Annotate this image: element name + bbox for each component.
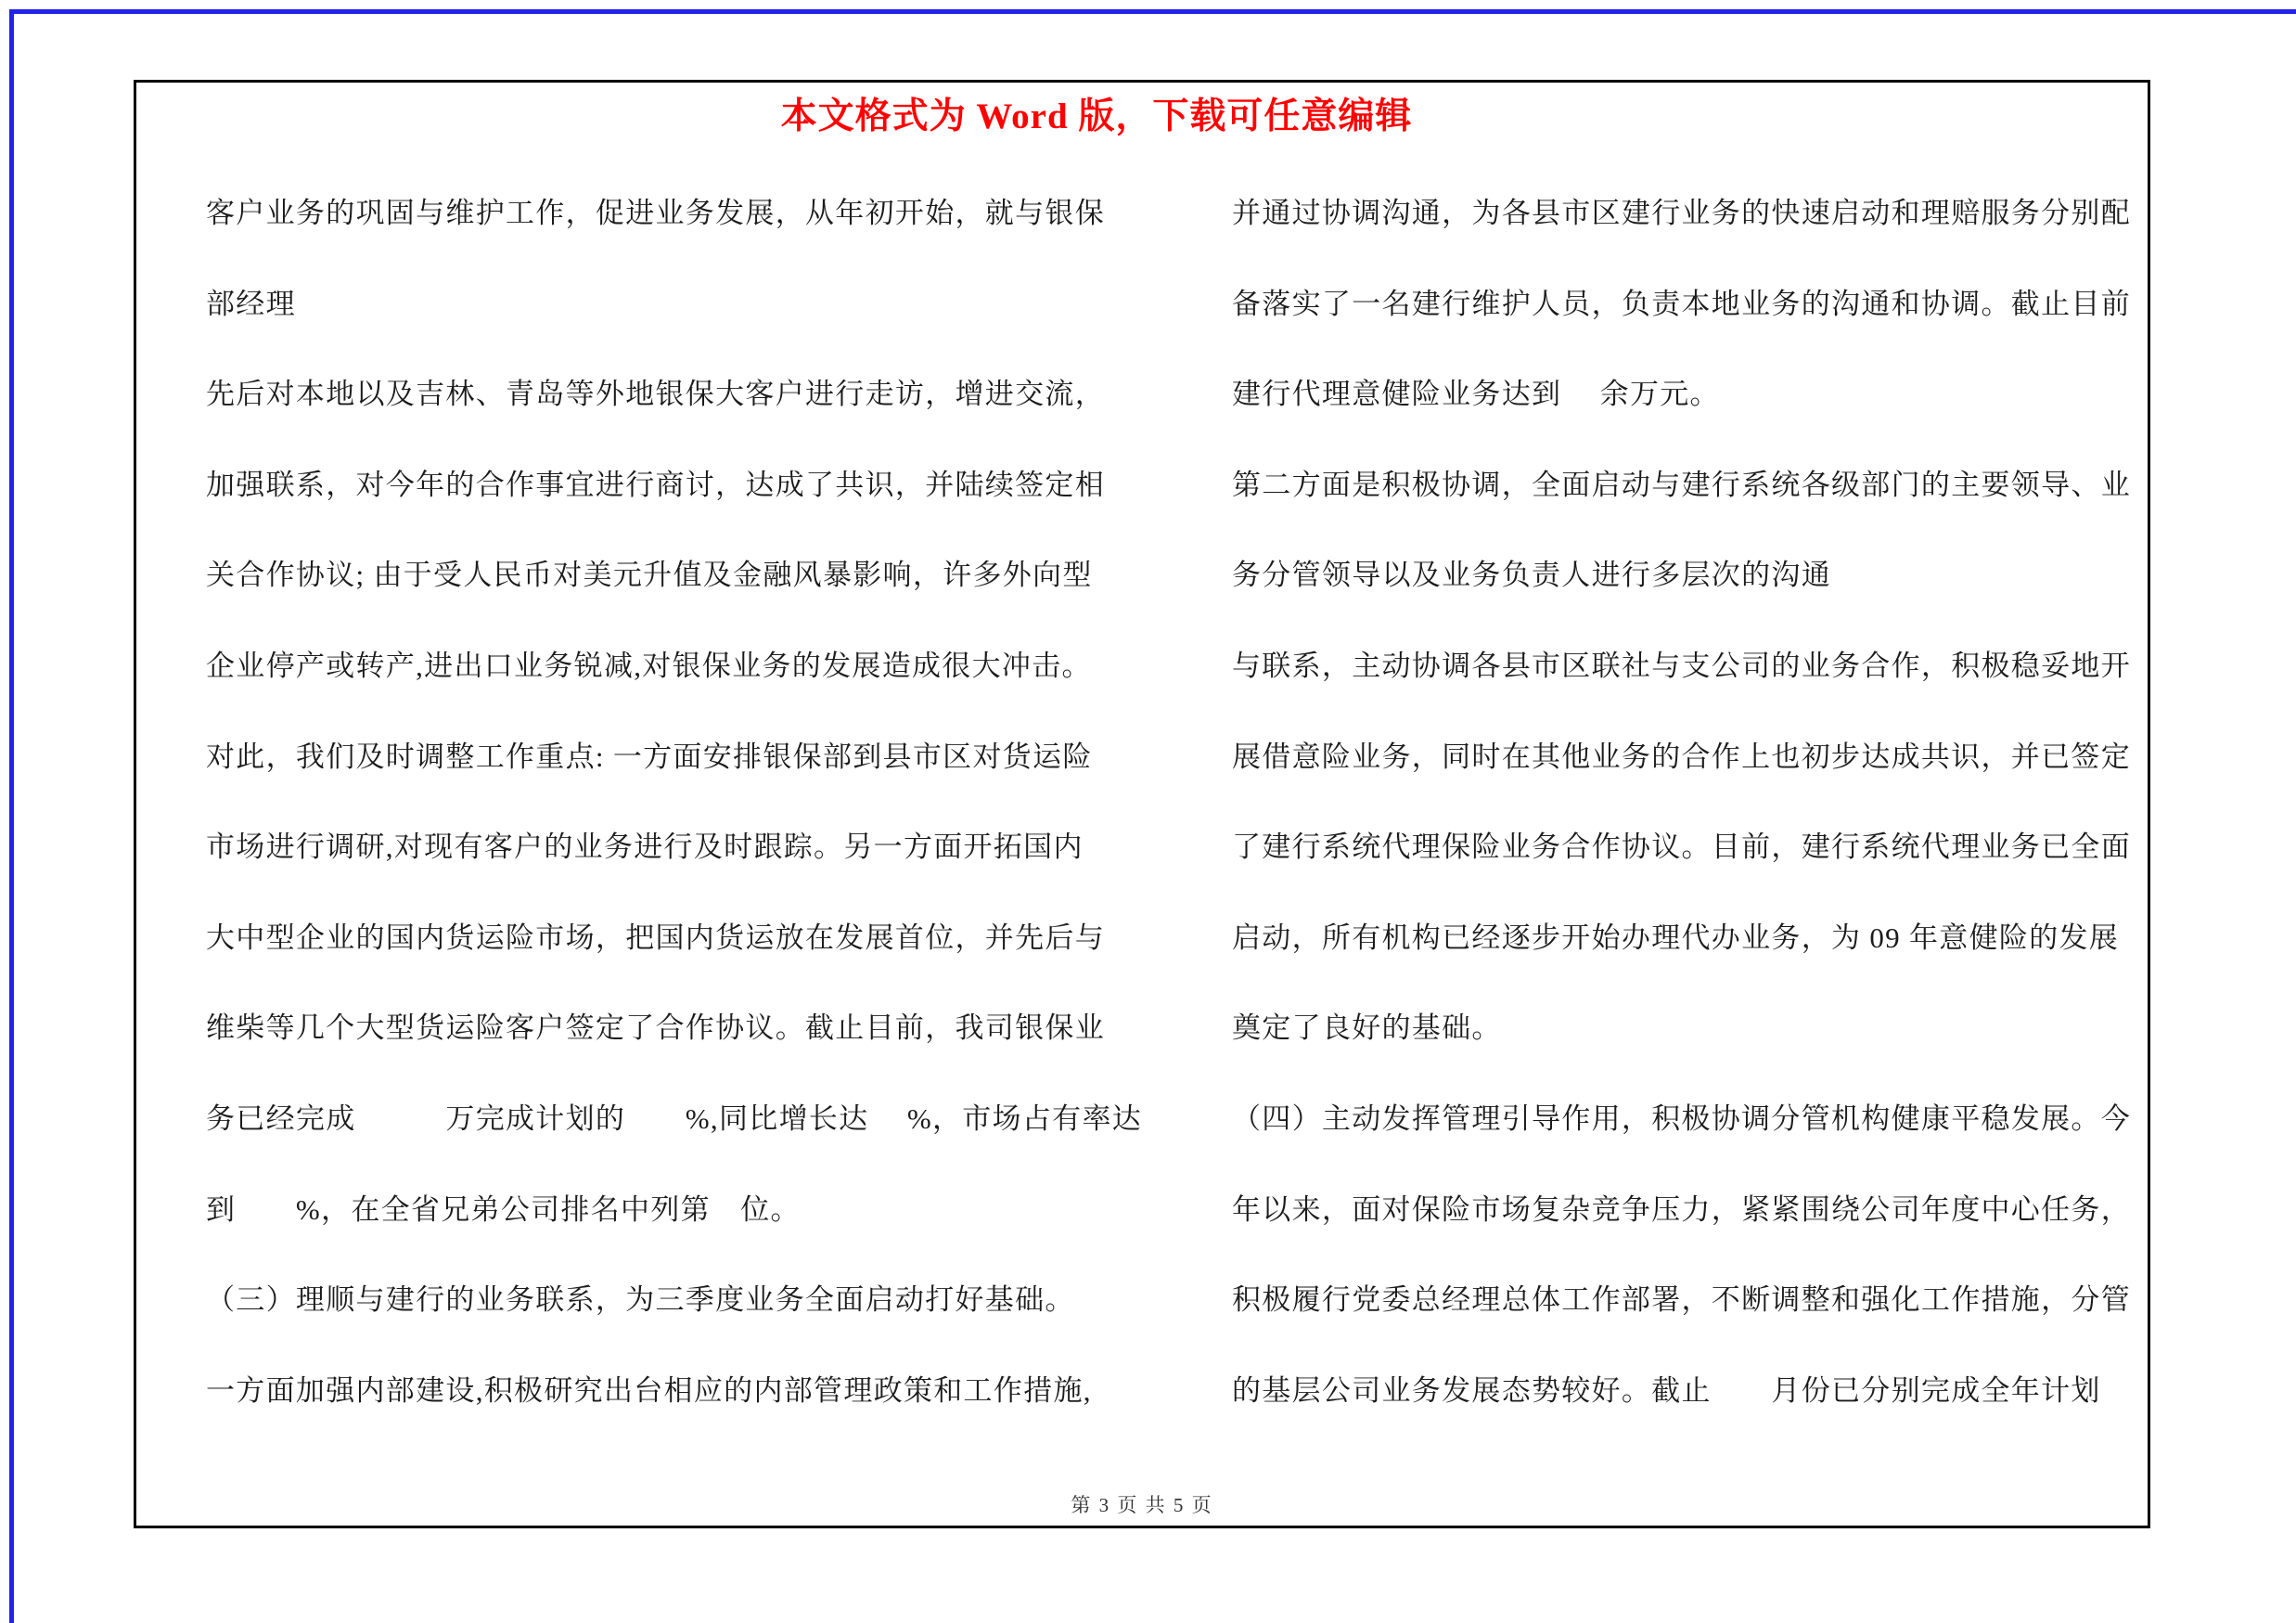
text-line: 客户业务的巩固与维护工作，促进业务发展，从年初开始，就与银保	[206, 197, 1105, 229]
text-line: 备落实了一名建行维护人员，负责本地业务的沟通和协调。截止目前	[1232, 288, 2131, 320]
text-line: 一方面加强内部建设,积极研究出台相应的内部管理政策和工作措施,	[206, 1374, 1092, 1407]
text-line: 对此，我们及时调整工作重点: 一方面安排银保部到县市区对货运险	[206, 741, 1093, 773]
page-number-footer: 第 3 页 共 5 页	[1071, 1494, 1213, 1516]
text-line: 关合作协议; 由于受人民币对美元升值及金融风暴影响，许多外向型	[206, 559, 1093, 591]
text-line: 部经理	[206, 288, 296, 320]
text-line: 企业停产或转产,进出口业务锐减,对银保业务的发展造成很大冲击。	[206, 650, 1092, 682]
page-border-left-line	[9, 9, 14, 1623]
text-line: 务分管领导以及业务负责人进行多层次的沟通	[1232, 559, 1831, 591]
page-border-top-line	[9, 9, 2296, 14]
text-line: 的基层公司业务发展态势较好。截止 月份已分别完成全年计划	[1232, 1374, 2101, 1407]
text-line: 奠定了良好的基础。	[1232, 1011, 1502, 1044]
text-line: 启动，所有机构已经逐步开始办理代办业务，为 09 年意健险的发展	[1232, 921, 2120, 954]
text-line: 展借意险业务，同时在其他业务的合作上也初步达成共识，并已签定	[1232, 741, 2131, 773]
text-line: 年以来，面对保险市场复杂竞争压力，紧紧围绕公司年度中心任务，	[1232, 1193, 2131, 1226]
text-line: 务已经完成 万完成计划的 %,同比增长达 %，市场占有率达	[206, 1102, 1143, 1135]
text-line: 并通过协调沟通，为各县市区建行业务的快速启动和理赔服务分别配	[1232, 197, 2131, 229]
text-line: 先后对本地以及吉林、青岛等外地银保大客户进行走访，增进交流，	[206, 378, 1105, 410]
text-line: 了建行系统代理保险业务合作协议。目前，建行系统代理业务已全面	[1232, 831, 2131, 863]
text-line: 到 %，在全省兄弟公司排名中列第 位。	[206, 1193, 801, 1226]
text-line: （三）理顺与建行的业务联系，为三季度业务全面启动打好基础。	[206, 1283, 1075, 1316]
text-line: 市场进行调研,对现有客户的业务进行及时跟踪。另一方面开拓国内	[206, 831, 1084, 863]
text-line: 积极履行党委总经理总体工作部署，不断调整和强化工作措施，分管	[1232, 1283, 2131, 1316]
word-format-notice: 本文格式为 Word 版，下载可任意编辑	[780, 97, 1413, 136]
text-line: （四）主动发挥管理引导作用，积极协调分管机构健康平稳发展。今	[1232, 1102, 2131, 1135]
text-line: 维柴等几个大型货运险客户签定了合作协议。截止目前，我司银保业	[206, 1011, 1105, 1044]
text-line: 第二方面是积极协调，全面启动与建行系统各级部门的主要领导、业	[1232, 469, 2131, 501]
text-line: 大中型企业的国内货运险市场，把国内货运放在发展首位，并先后与	[206, 921, 1105, 954]
text-line: 与联系，主动协调各县市区联社与支公司的业务合作，积极稳妥地开	[1232, 650, 2131, 682]
text-line: 建行代理意健险业务达到 余万元。	[1232, 378, 1720, 410]
text-line: 加强联系，对今年的合作事宜进行商讨，达成了共识，并陆续签定相	[206, 469, 1105, 501]
